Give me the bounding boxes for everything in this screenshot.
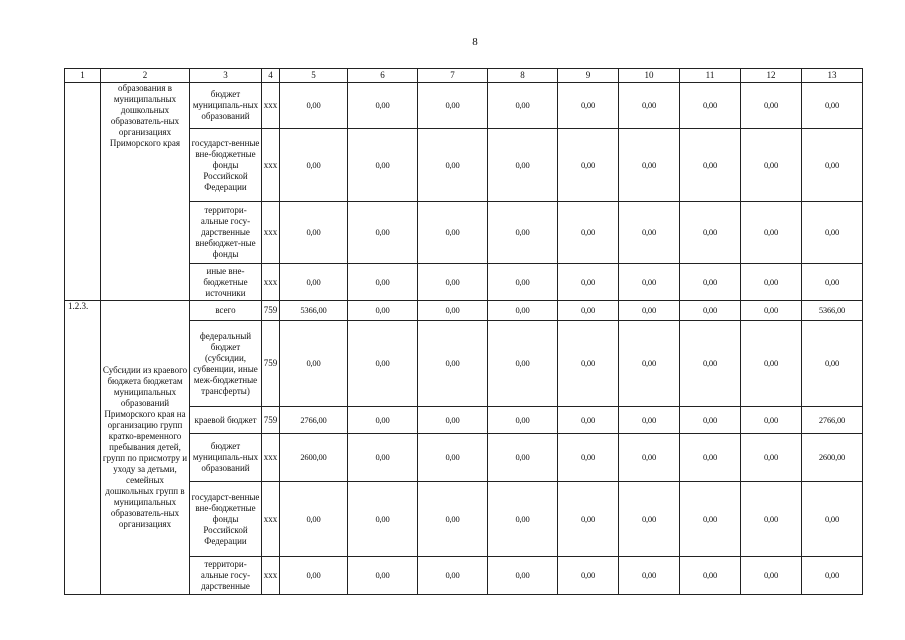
column-header: 5 xyxy=(280,69,348,83)
amount-cell: 0,00 xyxy=(488,407,558,434)
column-header: 12 xyxy=(741,69,802,83)
amount-cell: 0,00 xyxy=(488,83,558,129)
measure-name: образования в муниципальных дошкольных образователь-ных организациях Приморского края xyxy=(101,83,190,301)
amount-cell: 0,00 xyxy=(680,129,741,202)
measure-name: Субсидии из краевого бюджета бюджетам муниципальных образований Приморского края на организацию групп кратко-временного пребывания детей, групп по присмотру и уходу за детьми, семейных дошкольных групп в муниципальных образователь-ных организациях xyxy=(101,301,190,595)
amount-cell: 0,00 xyxy=(680,301,741,321)
page-number: 8 xyxy=(472,36,478,48)
amount-cell: 0,00 xyxy=(488,129,558,202)
amount-cell: 0,00 xyxy=(558,321,619,407)
amount-cell: 0,00 xyxy=(418,83,488,129)
amount-cell: 2600,00 xyxy=(280,434,348,482)
amount-cell: 0,00 xyxy=(348,407,418,434)
amount-cell: 0,00 xyxy=(558,264,619,301)
amount-cell: 0,00 xyxy=(802,83,863,129)
amount-cell: 0,00 xyxy=(348,301,418,321)
amount-cell: 0,00 xyxy=(348,129,418,202)
amount-cell: 2766,00 xyxy=(280,407,348,434)
amount-cell: 0,00 xyxy=(558,482,619,557)
amount-cell: 0,00 xyxy=(558,434,619,482)
amount-cell: 0,00 xyxy=(741,321,802,407)
amount-cell: 0,00 xyxy=(418,557,488,595)
amount-cell: 0,00 xyxy=(802,482,863,557)
column-header: 7 xyxy=(418,69,488,83)
amount-cell: 0,00 xyxy=(348,434,418,482)
funding-source: территори-альные госу-дарственные внебюджет-ные фонды xyxy=(190,202,262,264)
amount-cell: 0,00 xyxy=(488,434,558,482)
amount-cell: 0,00 xyxy=(741,264,802,301)
amount-cell: 0,00 xyxy=(558,557,619,595)
grbs-code: ххх xyxy=(262,129,280,202)
amount-cell: 0,00 xyxy=(418,129,488,202)
amount-cell: 0,00 xyxy=(680,434,741,482)
amount-cell: 0,00 xyxy=(418,407,488,434)
amount-cell: 0,00 xyxy=(741,482,802,557)
amount-cell: 0,00 xyxy=(558,301,619,321)
funding-source: территори-альные госу-дарственные xyxy=(190,557,262,595)
amount-cell: 0,00 xyxy=(280,557,348,595)
amount-cell: 0,00 xyxy=(558,407,619,434)
grbs-code: 759 xyxy=(262,407,280,434)
grbs-code: ххх xyxy=(262,434,280,482)
amount-cell: 0,00 xyxy=(619,264,680,301)
amount-cell: 0,00 xyxy=(558,202,619,264)
grbs-code: 759 xyxy=(262,321,280,407)
header-row xyxy=(65,69,863,83)
amount-cell: 0,00 xyxy=(619,301,680,321)
amount-cell: 0,00 xyxy=(802,321,863,407)
column-header: 6 xyxy=(348,69,418,83)
amount-cell: 0,00 xyxy=(619,321,680,407)
funding-source: иные вне-бюджетные источники xyxy=(190,264,262,301)
amount-cell: 0,00 xyxy=(619,129,680,202)
amount-cell: 0,00 xyxy=(348,264,418,301)
funding-source: всего xyxy=(190,301,262,321)
grbs-code: ххх xyxy=(262,202,280,264)
amount-cell: 0,00 xyxy=(680,202,741,264)
column-header: 2 xyxy=(101,69,190,83)
funding-source: государст-венные вне-бюджетные фонды Российской Федерации xyxy=(190,129,262,202)
amount-cell: 0,00 xyxy=(418,434,488,482)
amount-cell: 0,00 xyxy=(558,83,619,129)
amount-cell: 0,00 xyxy=(680,321,741,407)
grbs-code: ххх xyxy=(262,482,280,557)
amount-cell: 0,00 xyxy=(741,557,802,595)
amount-cell: 0,00 xyxy=(680,482,741,557)
amount-cell: 0,00 xyxy=(348,83,418,129)
amount-cell: 0,00 xyxy=(348,557,418,595)
column-header: 10 xyxy=(619,69,680,83)
amount-cell: 0,00 xyxy=(619,557,680,595)
amount-cell: 0,00 xyxy=(802,557,863,595)
amount-cell: 0,00 xyxy=(280,129,348,202)
amount-cell: 0,00 xyxy=(741,407,802,434)
column-header: 3 xyxy=(190,69,262,83)
amount-cell: 2766,00 xyxy=(802,407,863,434)
table-row xyxy=(65,301,863,321)
amount-cell: 0,00 xyxy=(619,482,680,557)
budget-table xyxy=(64,68,863,595)
amount-cell: 0,00 xyxy=(741,301,802,321)
amount-cell: 0,00 xyxy=(418,264,488,301)
amount-cell: 0,00 xyxy=(741,129,802,202)
amount-cell: 0,00 xyxy=(619,407,680,434)
funding-source: бюджет муниципаль-ных образований xyxy=(190,434,262,482)
column-header: 11 xyxy=(680,69,741,83)
amount-cell: 0,00 xyxy=(488,557,558,595)
amount-cell: 0,00 xyxy=(280,202,348,264)
amount-cell: 0,00 xyxy=(741,434,802,482)
amount-cell: 0,00 xyxy=(619,434,680,482)
amount-cell: 5366,00 xyxy=(802,301,863,321)
column-header: 4 xyxy=(262,69,280,83)
amount-cell: 0,00 xyxy=(280,482,348,557)
amount-cell: 0,00 xyxy=(348,321,418,407)
grbs-code: ххх xyxy=(262,557,280,595)
amount-cell: 0,00 xyxy=(280,83,348,129)
row-code xyxy=(65,83,101,301)
amount-cell: 0,00 xyxy=(680,83,741,129)
funding-source: федеральный бюджет (субсидии, субвенции, иные меж-бюджетные трансферты) xyxy=(190,321,262,407)
amount-cell: 0,00 xyxy=(802,202,863,264)
amount-cell: 2600,00 xyxy=(802,434,863,482)
amount-cell: 0,00 xyxy=(802,264,863,301)
amount-cell: 0,00 xyxy=(418,301,488,321)
amount-cell: 0,00 xyxy=(418,202,488,264)
column-header: 1 xyxy=(65,69,101,83)
amount-cell: 0,00 xyxy=(488,321,558,407)
amount-cell: 5366,00 xyxy=(280,301,348,321)
grbs-code: ххх xyxy=(262,83,280,129)
amount-cell: 0,00 xyxy=(488,264,558,301)
grbs-code: ххх xyxy=(262,264,280,301)
amount-cell: 0,00 xyxy=(680,557,741,595)
amount-cell: 0,00 xyxy=(280,321,348,407)
amount-cell: 0,00 xyxy=(348,482,418,557)
amount-cell: 0,00 xyxy=(802,129,863,202)
row-code: 1.2.3. xyxy=(65,301,101,595)
funding-source: бюджет муниципаль-ных образований xyxy=(190,83,262,129)
column-header: 8 xyxy=(488,69,558,83)
amount-cell: 0,00 xyxy=(488,482,558,557)
column-header: 9 xyxy=(558,69,619,83)
amount-cell: 0,00 xyxy=(418,321,488,407)
amount-cell: 0,00 xyxy=(680,407,741,434)
amount-cell: 0,00 xyxy=(488,301,558,321)
table-row xyxy=(65,83,863,129)
funding-source: государст-венные вне-бюджетные фонды Российской Федерации xyxy=(190,482,262,557)
grbs-code: 759 xyxy=(262,301,280,321)
funding-source: краевой бюджет xyxy=(190,407,262,434)
amount-cell: 0,00 xyxy=(280,264,348,301)
table-body xyxy=(65,69,863,595)
amount-cell: 0,00 xyxy=(619,202,680,264)
amount-cell: 0,00 xyxy=(741,202,802,264)
amount-cell: 0,00 xyxy=(488,202,558,264)
amount-cell: 0,00 xyxy=(418,482,488,557)
amount-cell: 0,00 xyxy=(741,83,802,129)
amount-cell: 0,00 xyxy=(680,264,741,301)
amount-cell: 0,00 xyxy=(558,129,619,202)
amount-cell: 0,00 xyxy=(619,83,680,129)
amount-cell: 0,00 xyxy=(348,202,418,264)
column-header: 13 xyxy=(802,69,863,83)
